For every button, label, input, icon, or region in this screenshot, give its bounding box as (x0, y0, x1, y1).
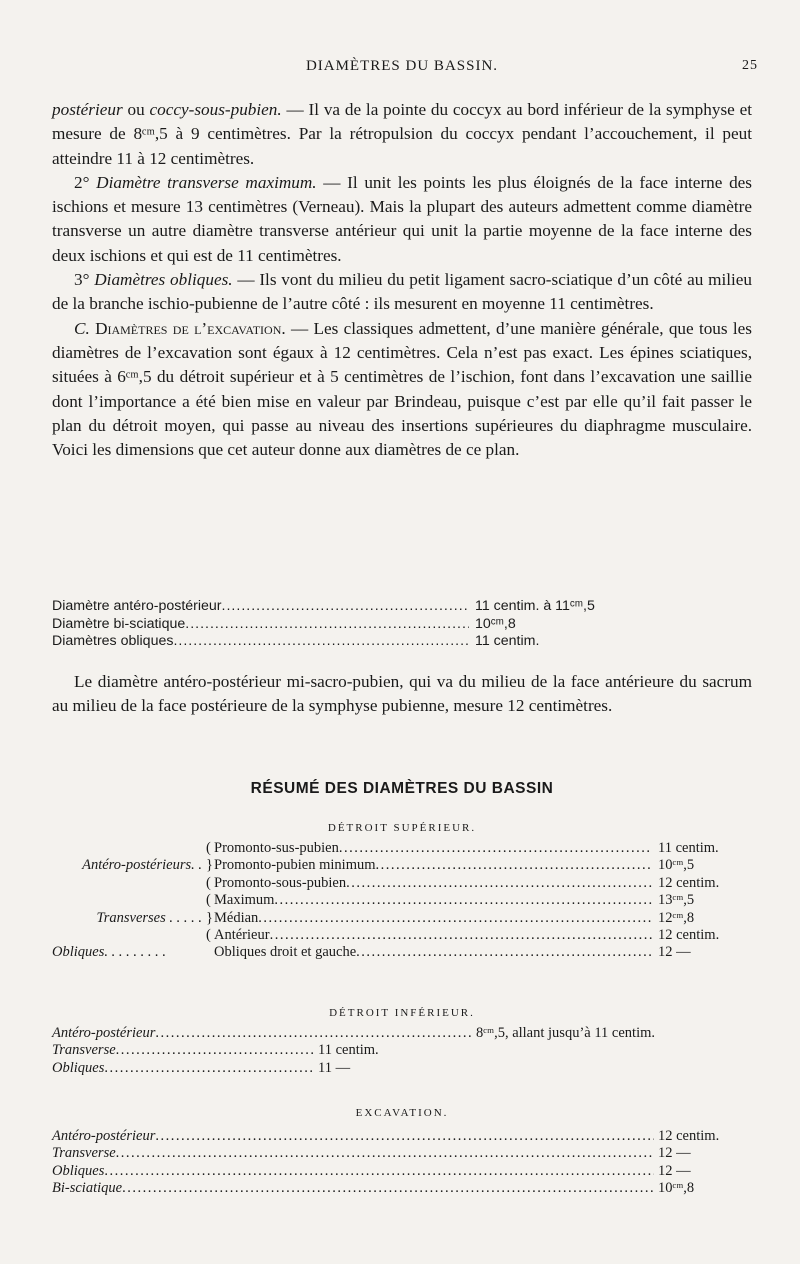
measure-row: Diamètre antéro-postérieur ..... 11 centim. à 11ᶜᵐ,5 (52, 598, 612, 616)
main-text (52, 98, 752, 462)
measure-row: Diamètres obliques ..... 11 centim. (52, 633, 612, 651)
table-row: Antéro-postérieurs. . } Promonto-pubien minimum ..... 10ᶜᵐ,5 (52, 857, 752, 874)
detroit-inferieur-rows (52, 1042, 402, 1077)
table-row: Transverse ..... 11 centim. (52, 1042, 402, 1059)
summary-title: RÉSUMÉ DES DIAMÈTRES DU BASSIN (250, 780, 554, 797)
table-row: Bi-sciatique ..... 10ᶜᵐ,8 (52, 1180, 752, 1197)
detroit-inferieur-heading: DÉTROIT INFÉRIEUR. (329, 1007, 475, 1019)
table-row: ( Antérieur ..... 12 centim. (52, 927, 752, 944)
brindeau-measures (52, 598, 612, 651)
measure-row: Diamètre bi-sciatique ..... 10ᶜᵐ,8 (52, 616, 612, 634)
detroit-superieur-heading: DÉTROIT SUPÉRIEUR. (327, 822, 477, 834)
table-row: ( Maximum ..... 13ᶜᵐ,5 (52, 892, 752, 909)
table-row: Transverse ..... 12 — (52, 1145, 752, 1162)
excavation-heading: EXCAVATION. (355, 1107, 449, 1119)
paragraph-transverse: 2° Diamètre transverse maximum. — Il unit les points les plus éloignés de la face interne des ischions et mesure 13 centimètres (Verneau). Mais la plupart des auteurs admettent comme diamètre transverse un autre diamètre transverse antérieur qui unit la partie moyenne de la face interne des deux ischions et qui est de 11 centimètres. (52, 172, 752, 265)
paragraph-obliques: 3° Diamètres obliques. — Ils vont du milieu du petit ligament sacro-sciatique d’un côté au milieu de la branche ischio-pubienne de l’autre côté : ils mesurent en moyenne 11 centimètres. (52, 270, 753, 314)
table-row: Transverses . . . . . } Médian ..... 12ᶜᵐ,8 (52, 910, 752, 927)
page-number: 25 (742, 58, 758, 73)
table-row: Antéro-postérieur ..... 8ᶜᵐ,5, allant jusqu’à 11 centim. (52, 1025, 655, 1042)
detroit-inferieur-table (52, 1025, 655, 1042)
table-row: Obliques ..... 11 — (52, 1060, 402, 1077)
detroit-superieur-table (52, 840, 752, 962)
table-row: ( Promonto-sous-pubien ..... 12 centim. (52, 875, 752, 892)
table-row: Obliques ..... 12 — (52, 1163, 752, 1180)
paragraph-coccy: postérieur ou coccy-sous-pubien. — Il va de la pointe du coccyx au bord inférieur de la symphyse et mesure de 8ᶜᵐ,5 à 9 centimètres. Par la rétropulsion du coccyx pendant l’accouchement, il peut atteindre 11 à 12 centimètres. (52, 100, 752, 168)
paragraph-excavation: C. Diamètres de l’excavation. — Les classiques admettent, d’une manière générale, que tous les diamètres de l’excavation sont égaux à 12 centimètres. Cela n’est pas exact. Les épines sciatiques, situées à 6ᶜᵐ,5 du détroit supérieur et à 5 centimètres de l’ischion, font dans l’excavation une saillie dont l’importance a été bien mise en valeur par Brindeau, puisque c’est par elle qu’il fait passer le plan du détroit moyen, qui passe au niveau des insertions supérieures du diaphragme musculaire. Voici les dimensions que cet auteur donne aux diamètres de ce plan. (52, 318, 752, 460)
running-header (52, 58, 758, 75)
paragraph-mi-sacro-pubien: Le diamètre antéro-postérieur mi-sacro-pubien, qui va du milieu de la face antérieure du sacrum au milieu de la face postérieure de la symphyse pubienne, mesure 12 centimètres. (52, 672, 752, 716)
table-row: Obliques. . . . . . . . . Obliques droit et gauche ..... 12 — (52, 944, 752, 961)
table-row: Antéro-postérieur ..... 12 centim. (52, 1128, 752, 1145)
table-row: ( Promonto-sus-pubien ..... 11 centim. (52, 840, 752, 857)
excavation-table (52, 1128, 752, 1198)
header-title: DIAMÈTRES DU BASSIN. (305, 58, 499, 74)
